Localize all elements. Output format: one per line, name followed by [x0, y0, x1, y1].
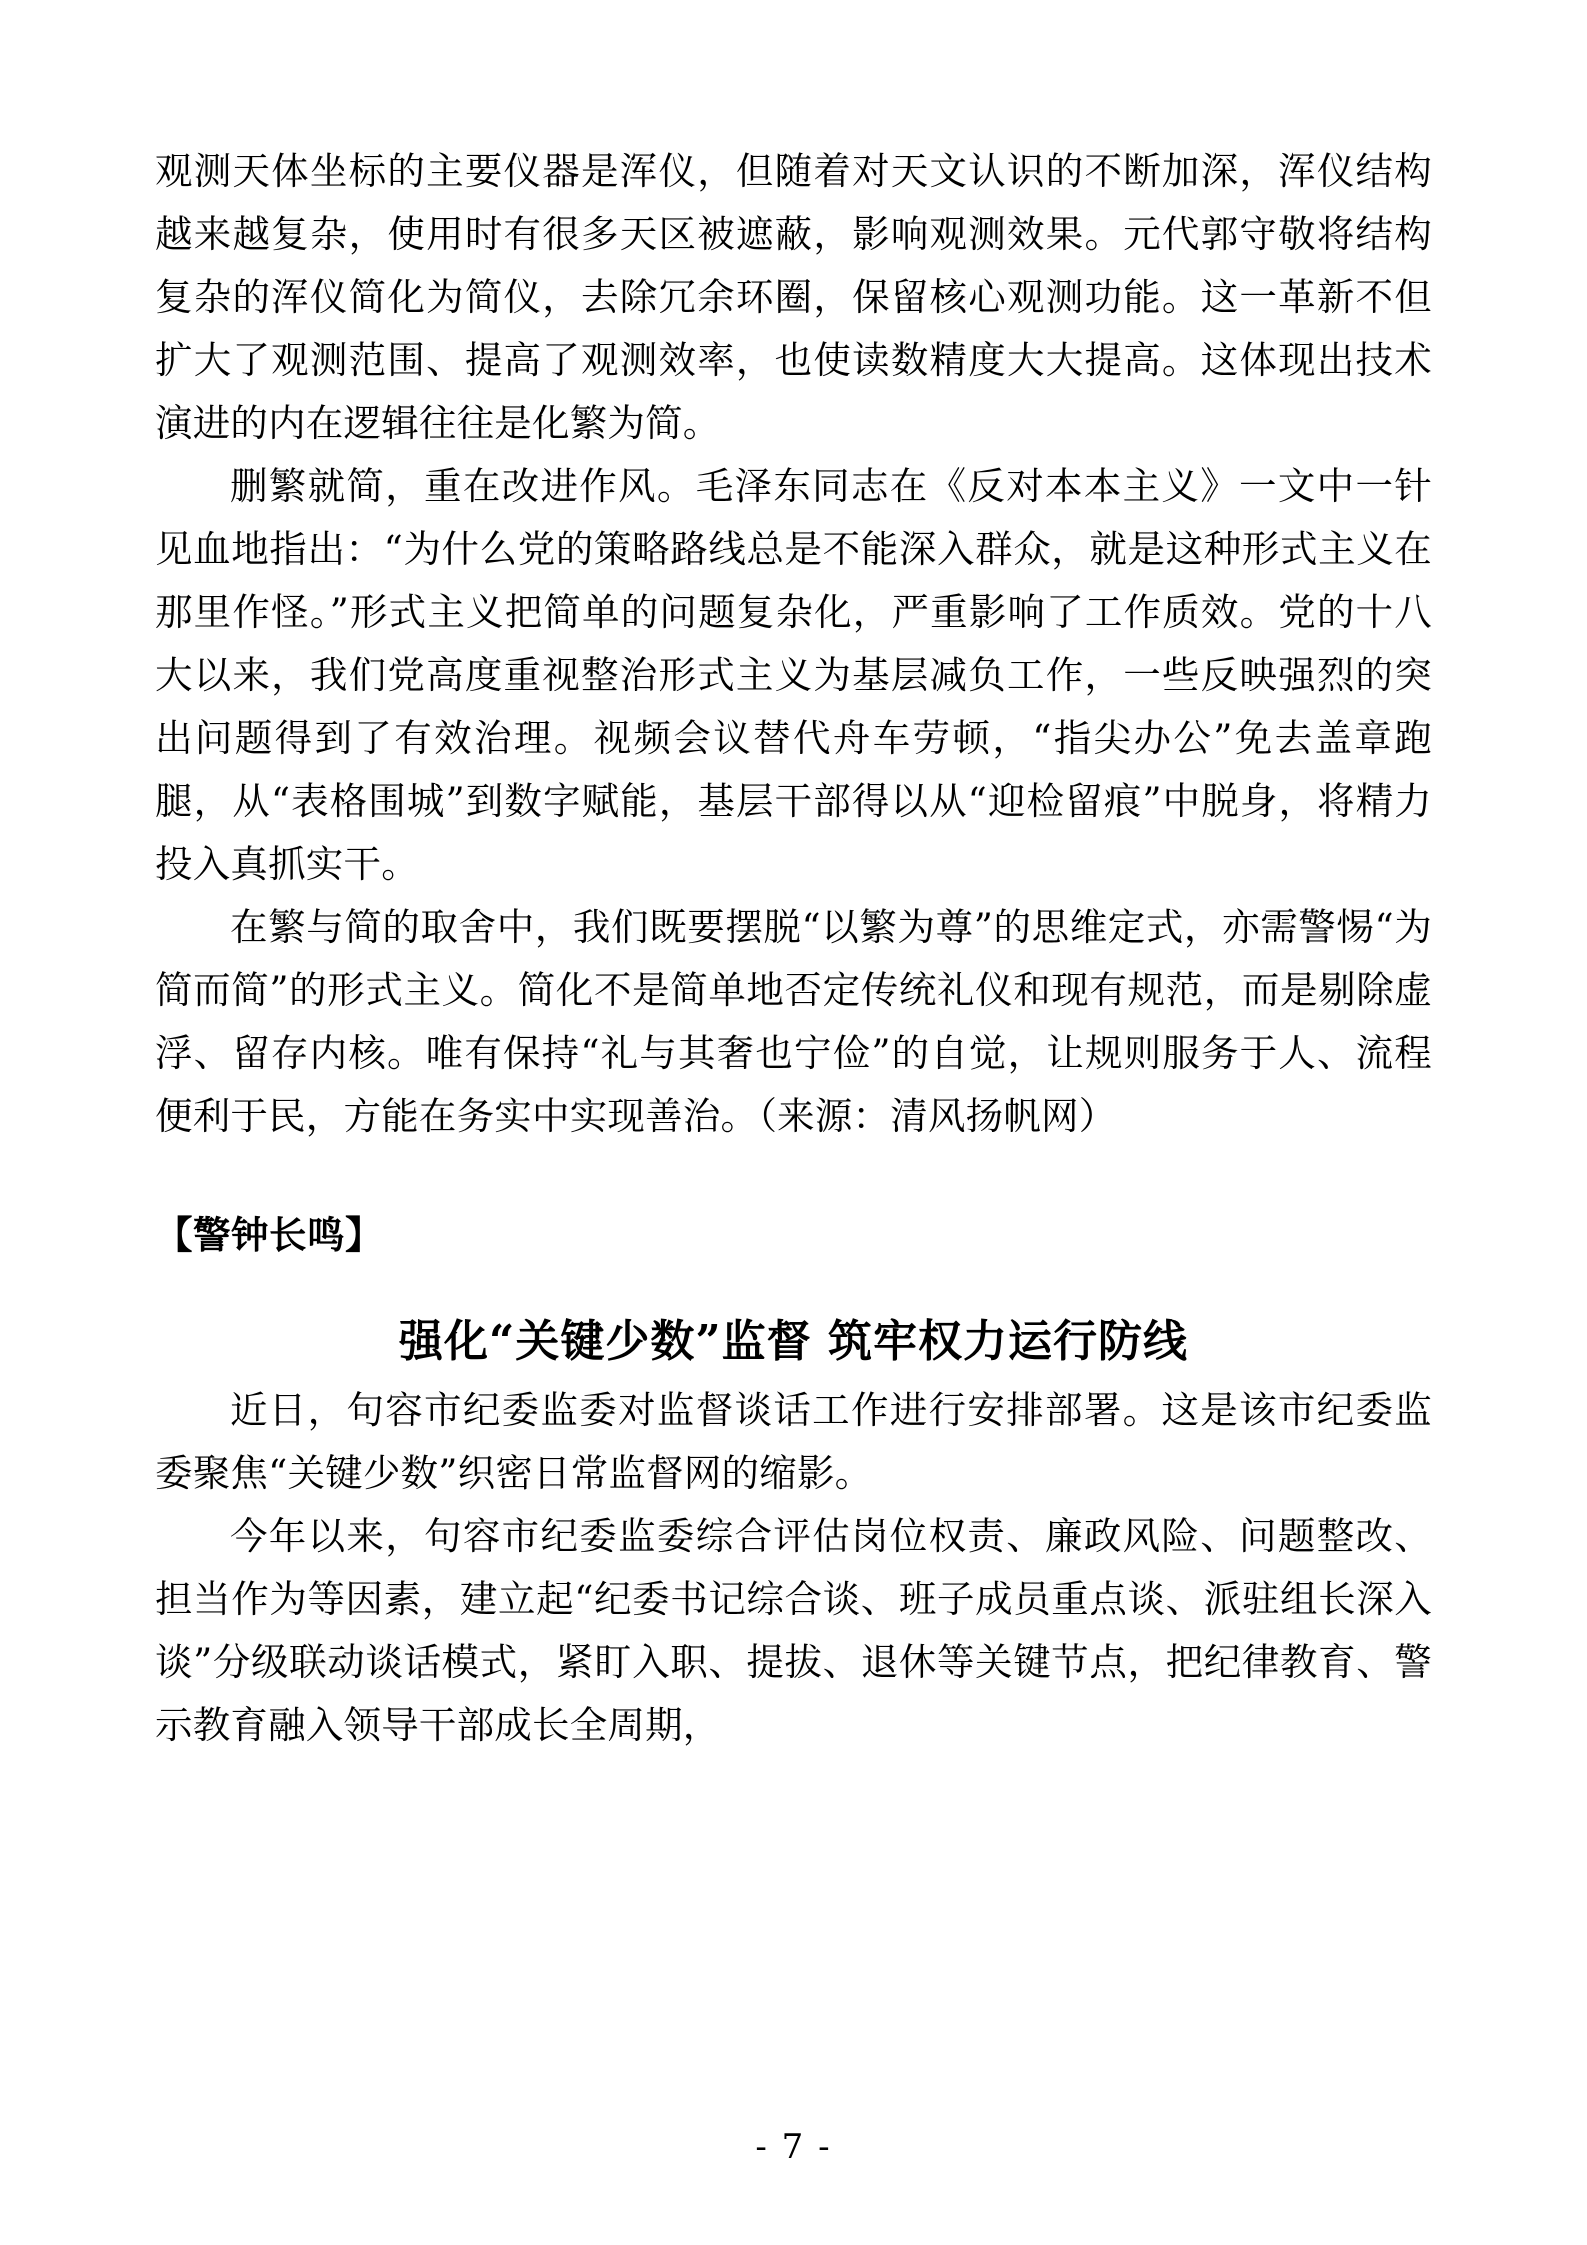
document-body [155, 140, 1432, 1757]
paragraph-1: 观测天体坐标的主要仪器是浑仪，但随着对天文认识的不断加深，浑仪结构越来越复杂，使用时有很多天区被遮蔽，影响观测效果。元代郭守敬将结构复杂的浑仪简化为简仪，去除冗余环圈，保留核心观测功能。这一革新不但扩大了观测范围、提高了观测效率，也使读数精度大大提高。这体现出技术演进的内在逻辑往往是化繁为简。 [155, 149, 1432, 445]
section-tag: 【警钟长鸣】 [155, 1213, 383, 1257]
paragraph-3: 在繁与简的取舍中，我们既要摆脱“以繁为尊”的思维定式，亦需警惕“为简而简”的形式主义。简化不是简单地否定传统礼仪和现有规范，而是剔除虚浮、留存内核。唯有保持“礼与其奢也宁俭”的自觉，让规则服务于人、流程便利于民，方能在务实中实现善治。（来源：清风扬帆网） [155, 905, 1432, 1138]
article-paragraph-1: 近日，句容市纪委监委对监督谈话工作进行安排部署。这是该市纪委监委聚焦“关键少数”织密日常监督网的缩影。 [155, 1388, 1432, 1495]
article-title: 强化“关键少数”监督 筑牢权力运行防线 [399, 1316, 1188, 1367]
paragraph-2: 删繁就简，重在改进作风。毛泽东同志在《反对本本主义》一文中一针见血地指出：“为什么党的策略路线总是不能深入群众，就是这种形式主义在那里作怪。”形式主义把简单的问题复杂化，严重影响了工作质效。党的十八大以来，我们党高度重视整治形式主义为基层减负工作，一些反映强烈的突出问题得到了有效治理。视频会议替代舟车劳顿，“指尖办公”免去盖章跑腿，从“表格围城”到数字赋能，基层干部得以从“迎检留痕”中脱身，将精力投入真抓实干。 [155, 464, 1432, 886]
page-number: - 7 - [755, 2127, 832, 2167]
article-paragraph-2: 今年以来，句容市纪委监委综合评估岗位权责、廉政风险、问题整改、担当作为等因素，建立起“纪委书记综合谈、班子成员重点谈、派驻组长深入谈”分级联动谈话模式，紧盯入职、提拔、退休等关键节点，把纪律教育、警示教育融入领导干部成长全周期， [155, 1514, 1432, 1747]
